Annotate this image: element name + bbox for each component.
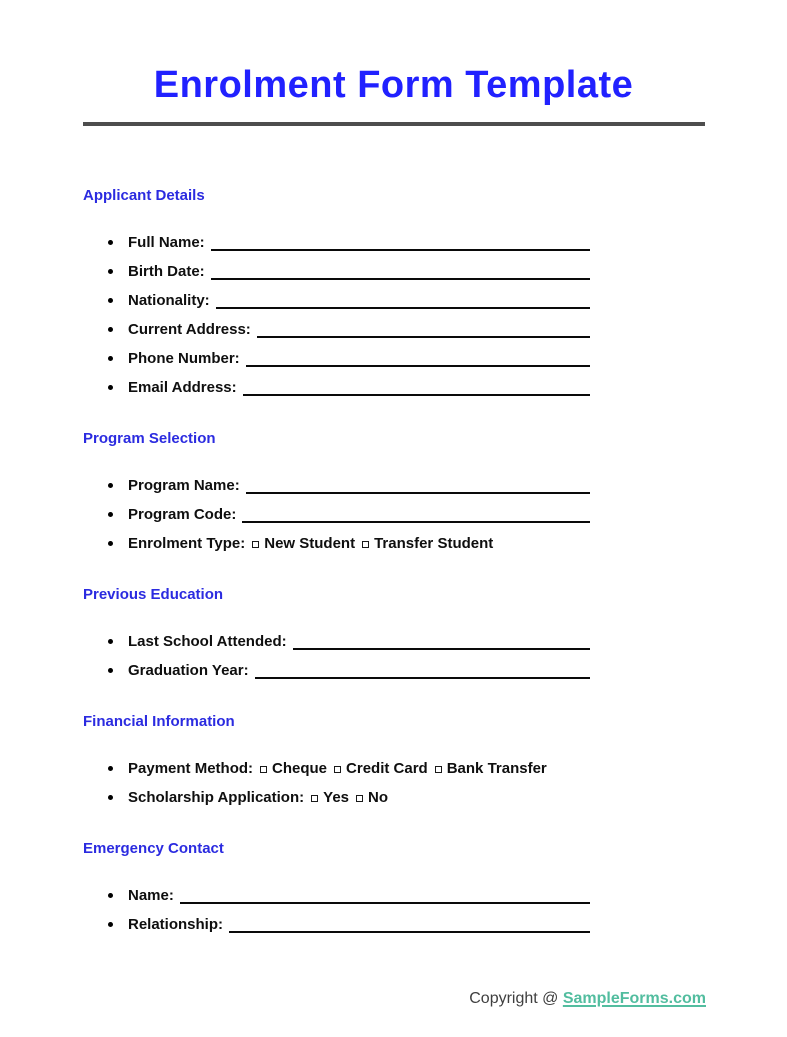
bullet-icon: [108, 668, 113, 673]
item-label: Birth Date:: [128, 263, 205, 280]
checkbox-option: [245, 535, 355, 552]
bullet-icon: [108, 541, 113, 546]
item-label: Payment Method:: [128, 760, 254, 777]
checkbox-icon[interactable]: [260, 766, 267, 773]
title-divider: [83, 122, 705, 126]
option-label: Bank Transfer: [446, 760, 547, 777]
checkbox-icon[interactable]: [311, 795, 318, 802]
copyright-text: Copyright @: [469, 990, 563, 1007]
checkbox-option: [253, 760, 327, 777]
form-field-row: [104, 344, 590, 373]
options: [245, 535, 493, 552]
section-heading: Previous Education: [83, 586, 224, 603]
blank-line-field[interactable]: [246, 344, 590, 367]
checkbox-option: [428, 760, 547, 777]
item-label: Scholarship Application:: [128, 789, 305, 806]
form-field-row: [104, 529, 590, 558]
form-field-row: [104, 656, 590, 685]
section-heading: Program Selection: [83, 430, 216, 447]
checkbox-icon[interactable]: [334, 766, 341, 773]
bullet-icon: [108, 298, 113, 303]
blank-line-field[interactable]: [216, 286, 590, 309]
options: [304, 789, 388, 806]
item-label: Last School Attended:: [128, 633, 287, 650]
blank-line-field[interactable]: [243, 373, 590, 396]
blank-line-field[interactable]: [255, 656, 590, 679]
section-emergency-contact: [0, 839, 787, 939]
item-label: Program Name:: [128, 477, 240, 494]
blank-line-field[interactable]: [211, 257, 590, 280]
form-field-row: [104, 910, 590, 939]
checkbox-icon[interactable]: [356, 795, 363, 802]
bullet-icon: [108, 639, 113, 644]
blank-line-field[interactable]: [257, 315, 590, 338]
page-title: Enrolment Form Template: [153, 64, 634, 106]
form-field-row: [104, 783, 590, 812]
form-field-row: [104, 315, 590, 344]
blank-line-field[interactable]: [242, 500, 590, 523]
item-label: Graduation Year:: [128, 662, 249, 679]
section-heading: Financial Information: [83, 713, 235, 730]
item-list: [104, 881, 787, 939]
item-label: Phone Number:: [128, 350, 240, 367]
item-label: Name:: [128, 887, 174, 904]
form-field-row: [104, 373, 590, 402]
section-heading: Emergency Contact: [83, 840, 224, 857]
blank-line-field[interactable]: [229, 910, 590, 933]
form-field-row: [104, 881, 590, 910]
item-label: Nationality:: [128, 292, 210, 309]
option-label: Transfer Student: [374, 535, 494, 552]
item-list: [104, 754, 787, 812]
form-sections: [0, 186, 787, 939]
bullet-icon: [108, 922, 113, 927]
item-label: Current Address:: [128, 321, 251, 338]
option-label: Cheque: [272, 760, 328, 777]
section-financial-information: [0, 712, 787, 812]
bullet-icon: [108, 795, 113, 800]
blank-line-field[interactable]: [293, 627, 590, 650]
form-field-row: [104, 754, 590, 783]
bullet-icon: [108, 385, 113, 390]
form-field-row: [104, 627, 590, 656]
bullet-icon: [108, 512, 113, 517]
bullet-icon: [108, 269, 113, 274]
checkbox-option: [349, 789, 388, 806]
item-list: [104, 471, 787, 558]
item-label: Program Code:: [128, 506, 237, 523]
bullet-icon: [108, 893, 113, 898]
bullet-icon: [108, 240, 113, 245]
option-label: Yes: [323, 789, 350, 806]
checkbox-option: [327, 760, 428, 777]
option-label: Credit Card: [346, 760, 428, 777]
section-heading: Applicant Details: [83, 187, 205, 204]
item-list: [104, 228, 787, 402]
bullet-icon: [108, 766, 113, 771]
item-label: Email Address:: [128, 379, 237, 396]
item-label: Relationship:: [128, 916, 224, 933]
bullet-icon: [108, 356, 113, 361]
form-field-row: [104, 257, 590, 286]
blank-line-field[interactable]: [246, 471, 590, 494]
checkbox-icon[interactable]: [252, 541, 259, 548]
blank-line-field[interactable]: [180, 881, 590, 904]
blank-line-field[interactable]: [211, 228, 590, 251]
form-field-row: [104, 286, 590, 315]
checkbox-option: [355, 535, 493, 552]
footer: [469, 990, 706, 1008]
form-field-row: [104, 471, 590, 500]
checkbox-icon[interactable]: [435, 766, 442, 773]
item-list: [104, 627, 787, 685]
options: [253, 760, 547, 777]
option-label: No: [368, 789, 389, 806]
section-applicant-details: [0, 186, 787, 402]
sampleforms-link[interactable]: SampleForms.com: [562, 990, 706, 1007]
option-label: New Student: [264, 535, 356, 552]
item-label: Full Name:: [128, 234, 205, 251]
checkbox-icon[interactable]: [362, 541, 369, 548]
form-field-row: [104, 500, 590, 529]
checkbox-option: [304, 789, 349, 806]
item-label: Enrolment Type:: [128, 535, 246, 552]
section-program-selection: [0, 429, 787, 558]
form-field-row: [104, 228, 590, 257]
bullet-icon: [108, 483, 113, 488]
section-previous-education: [0, 585, 787, 685]
bullet-icon: [108, 327, 113, 332]
